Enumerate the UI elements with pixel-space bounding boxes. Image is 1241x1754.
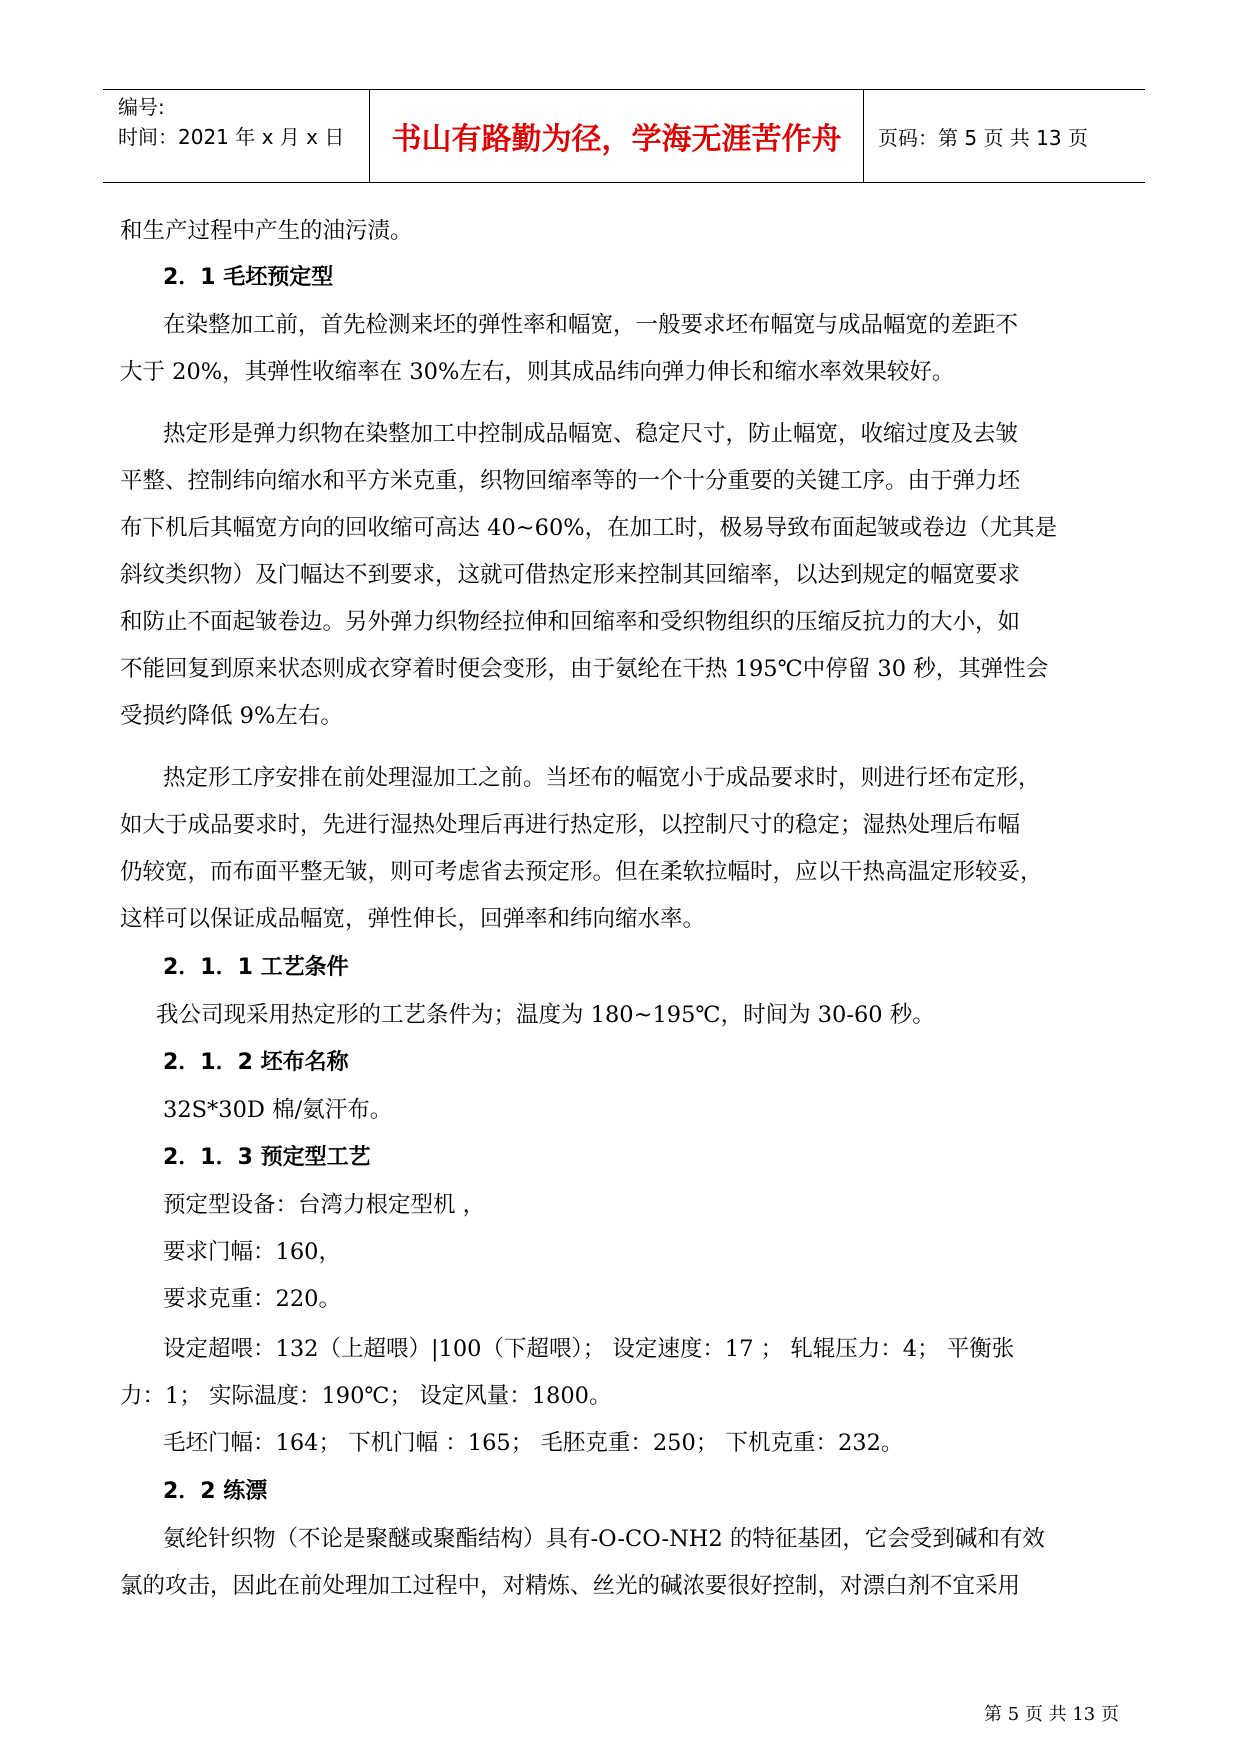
paragraph-line: 热定形是弹力织物在染整加工中控制成品幅宽、稳定尺寸，防止幅宽，收缩过度及去皱	[163, 421, 1019, 447]
paragraph-line: 氯的攻击，因此在前处理加工过程中，对精炼、丝光的碱浓要很好控制，对漂白剂不宜采用	[120, 1573, 1021, 1599]
footer-page-number: 第 5 页 共 13 页	[984, 1704, 1119, 1725]
paragraph-line: 在染整加工前，首先检测来坯的弹性率和幅宽，一般要求坯布幅宽与成品幅宽的差距不	[163, 312, 1019, 338]
paragraph-line: 布下机后其幅宽方向的回收缩可高达 40~60%，在加工时，极易导致布面起皱或卷边（尤其是	[120, 515, 1058, 541]
paragraph-line: 平整、控制纬向缩水和平方米克重，织物回缩率等的一个十分重要的关键工序。由于弹力坯	[120, 468, 1021, 494]
paragraph-line: 如大于成品要求时，先进行湿热处理后再进行热定形，以控制尺寸的稳定；湿热处理后布幅	[120, 812, 1021, 838]
section-heading-2-1: 2．1 毛坯预定型	[163, 265, 334, 290]
paragraph-line: 斜纹类织物）及门幅达不到要求，这就可借热定形来控制其回缩率，以达到规定的幅宽要求	[120, 562, 1021, 588]
paragraph-line: 32S*30D 棉/氨汗布。	[163, 1097, 393, 1123]
header-page-code: 页码：第 5 页 共 13 页	[878, 125, 1088, 150]
paragraph-line: 力：1； 实际温度：190℃； 设定风量：1800。	[120, 1383, 612, 1409]
paragraph-line: 和生产过程中产生的油污渍。	[120, 218, 413, 244]
paragraph-line: 氨纶针织物（不论是聚醚或聚酯结构）具有-O-CO-NH2 的特征基团，它会受到碱和有效	[163, 1526, 1045, 1552]
paragraph-line: 毛坯门幅：164； 下机门幅 ：165； 毛胚克重：250； 下机克重：232。	[163, 1430, 904, 1456]
section-heading-2-1-2: 2．1．2 坯布名称	[163, 1050, 349, 1075]
paragraph-line: 和防止不面起皱卷边。另外弹力织物经拉伸和回缩率和受织物组织的压缩反抗力的大小，如	[120, 609, 1021, 635]
paragraph-line: 要求克重：220。	[163, 1286, 341, 1312]
page-header	[103, 89, 1145, 183]
paragraph-line: 我公司现采用热定形的工艺条件为；温度为 180~195℃，时间为 30-60 秒。	[156, 1002, 935, 1028]
paragraph-line: 预定型设备：台湾力根定型机 ，	[163, 1192, 486, 1218]
paragraph-line: 热定形工序安排在前处理湿加工之前。当坯布的幅宽小于成品要求时，则进行坯布定形，	[163, 765, 1041, 791]
paragraph-line: 不能回复到原来状态则成衣穿着时便会变形，由于氨纶在干热 195℃中停留 30 秒，其弹性会	[120, 656, 1049, 682]
document-number-label: 编号:	[118, 95, 165, 119]
header-left-cell	[103, 90, 370, 182]
paragraph-line: 设定超喂：132（上超喂）|100（下超喂）； 设定速度：17 ； 轧辊压力：4； 平衡张	[163, 1336, 1015, 1362]
header-motto: 书山有路勤为径，学海无涯苦作舟	[370, 90, 864, 182]
paragraph-line: 受损约降低 9%左右。	[120, 703, 343, 729]
paragraph-line: 这样可以保证成品幅宽，弹性伸长，回弹率和纬向缩水率。	[120, 906, 706, 932]
paragraph-line: 要求门幅：160，	[163, 1239, 341, 1265]
section-heading-2-1-1: 2．1．1 工艺条件	[163, 955, 349, 980]
document-time: 时间：2021 年 x 月 x 日	[118, 125, 345, 149]
paragraph-line: 大于 20%，其弹性收缩率在 30%左右，则其成品纬向弹力伸长和缩水率效果较好。	[120, 359, 955, 385]
section-heading-2-1-3: 2．1．3 预定型工艺	[163, 1145, 371, 1170]
paragraph-line: 仍较宽，而布面平整无皱，则可考虑省去预定形。但在柔软拉幅时，应以干热高温定形较妥，	[120, 859, 1043, 885]
section-heading-2-2: 2．2 练漂	[163, 1479, 268, 1504]
